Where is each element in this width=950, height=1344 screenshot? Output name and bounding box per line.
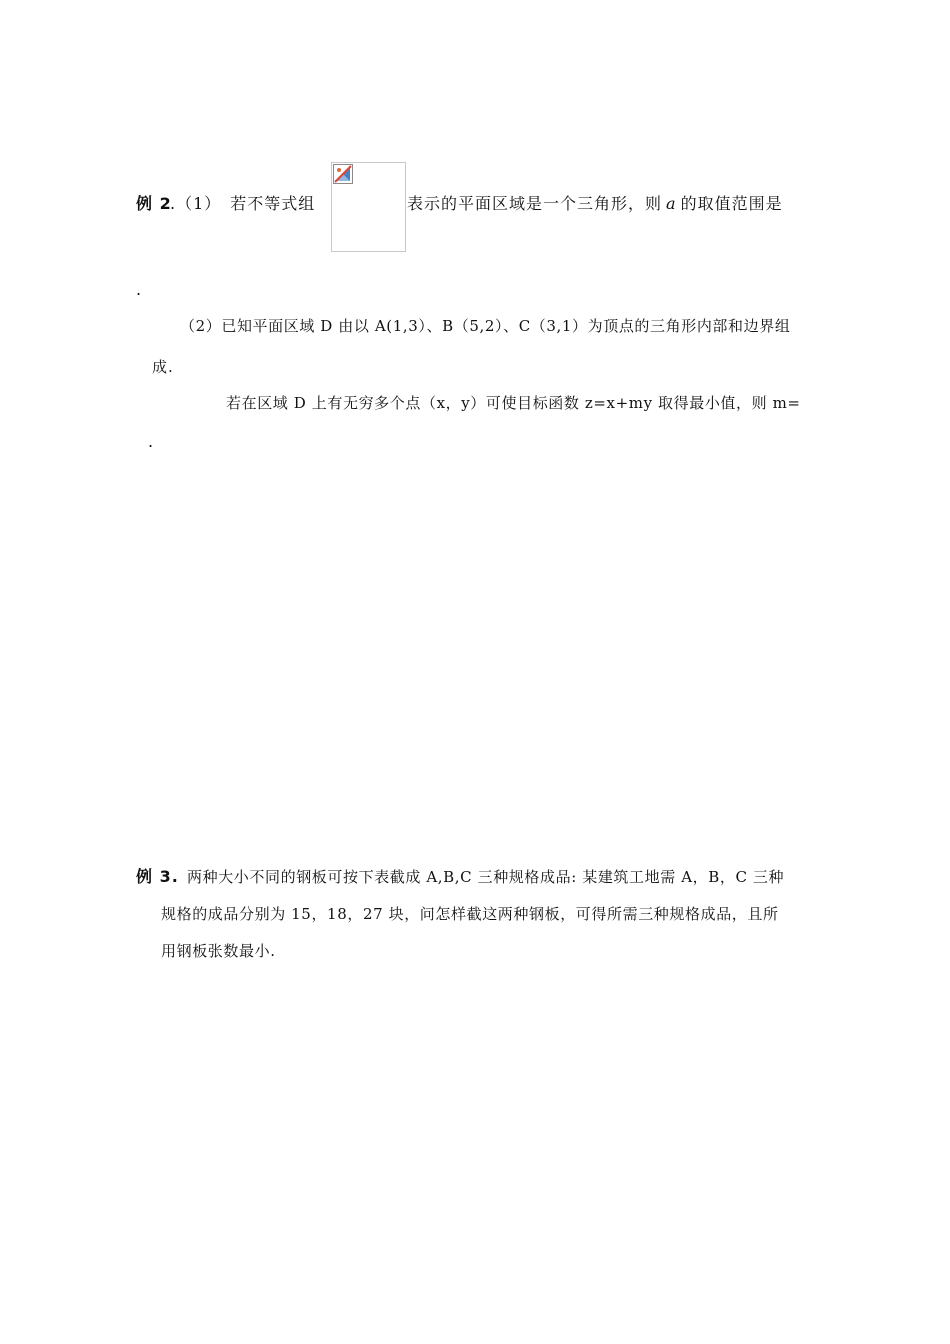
example-2-part1-suffix [407, 194, 783, 214]
example-2-blank-2: . [148, 432, 155, 451]
example-2-part1-suffix-a: 表示的平面区域是一个三角形，则 [407, 194, 663, 213]
variable-a: a [666, 194, 677, 213]
example-3-line2: 规格的成品分别为 15，18，27 块，问怎样截这两种钢板，可得所需三种规格成品，且所 [161, 905, 779, 923]
example-2-part2-line3: 若在区域 D 上有无穷多个点（x，y）可使目标函数 z=x+my 取得最小值，则 m= [226, 394, 801, 412]
example-3-label: 例 3. [136, 867, 179, 886]
example-2-part1-suffix-b: 的取值范围是 [680, 194, 783, 213]
example-2-part1-prefix: .（1） 若不等式组 [170, 194, 316, 213]
example-2-blank-1: . [136, 280, 143, 299]
example-2-label: 例 2 [136, 194, 172, 213]
example-3-line1: 两种大小不同的钢板可按下表截成 A,B,C 三种规格成品: 某建筑工地需 A，B，C 三种 [187, 868, 785, 886]
example-2-part2-line1: （2）已知平面区域 D 由以 A(1,3）、B（5,2）、C（3,1）为顶点的三角形内部和边界组 [180, 317, 791, 335]
example-3-line3: 用钢板张数最小. [161, 942, 276, 960]
broken-image-icon [333, 164, 353, 184]
example-2-part2-line2: 成. [152, 358, 174, 376]
inequality-system-image [331, 162, 406, 252]
